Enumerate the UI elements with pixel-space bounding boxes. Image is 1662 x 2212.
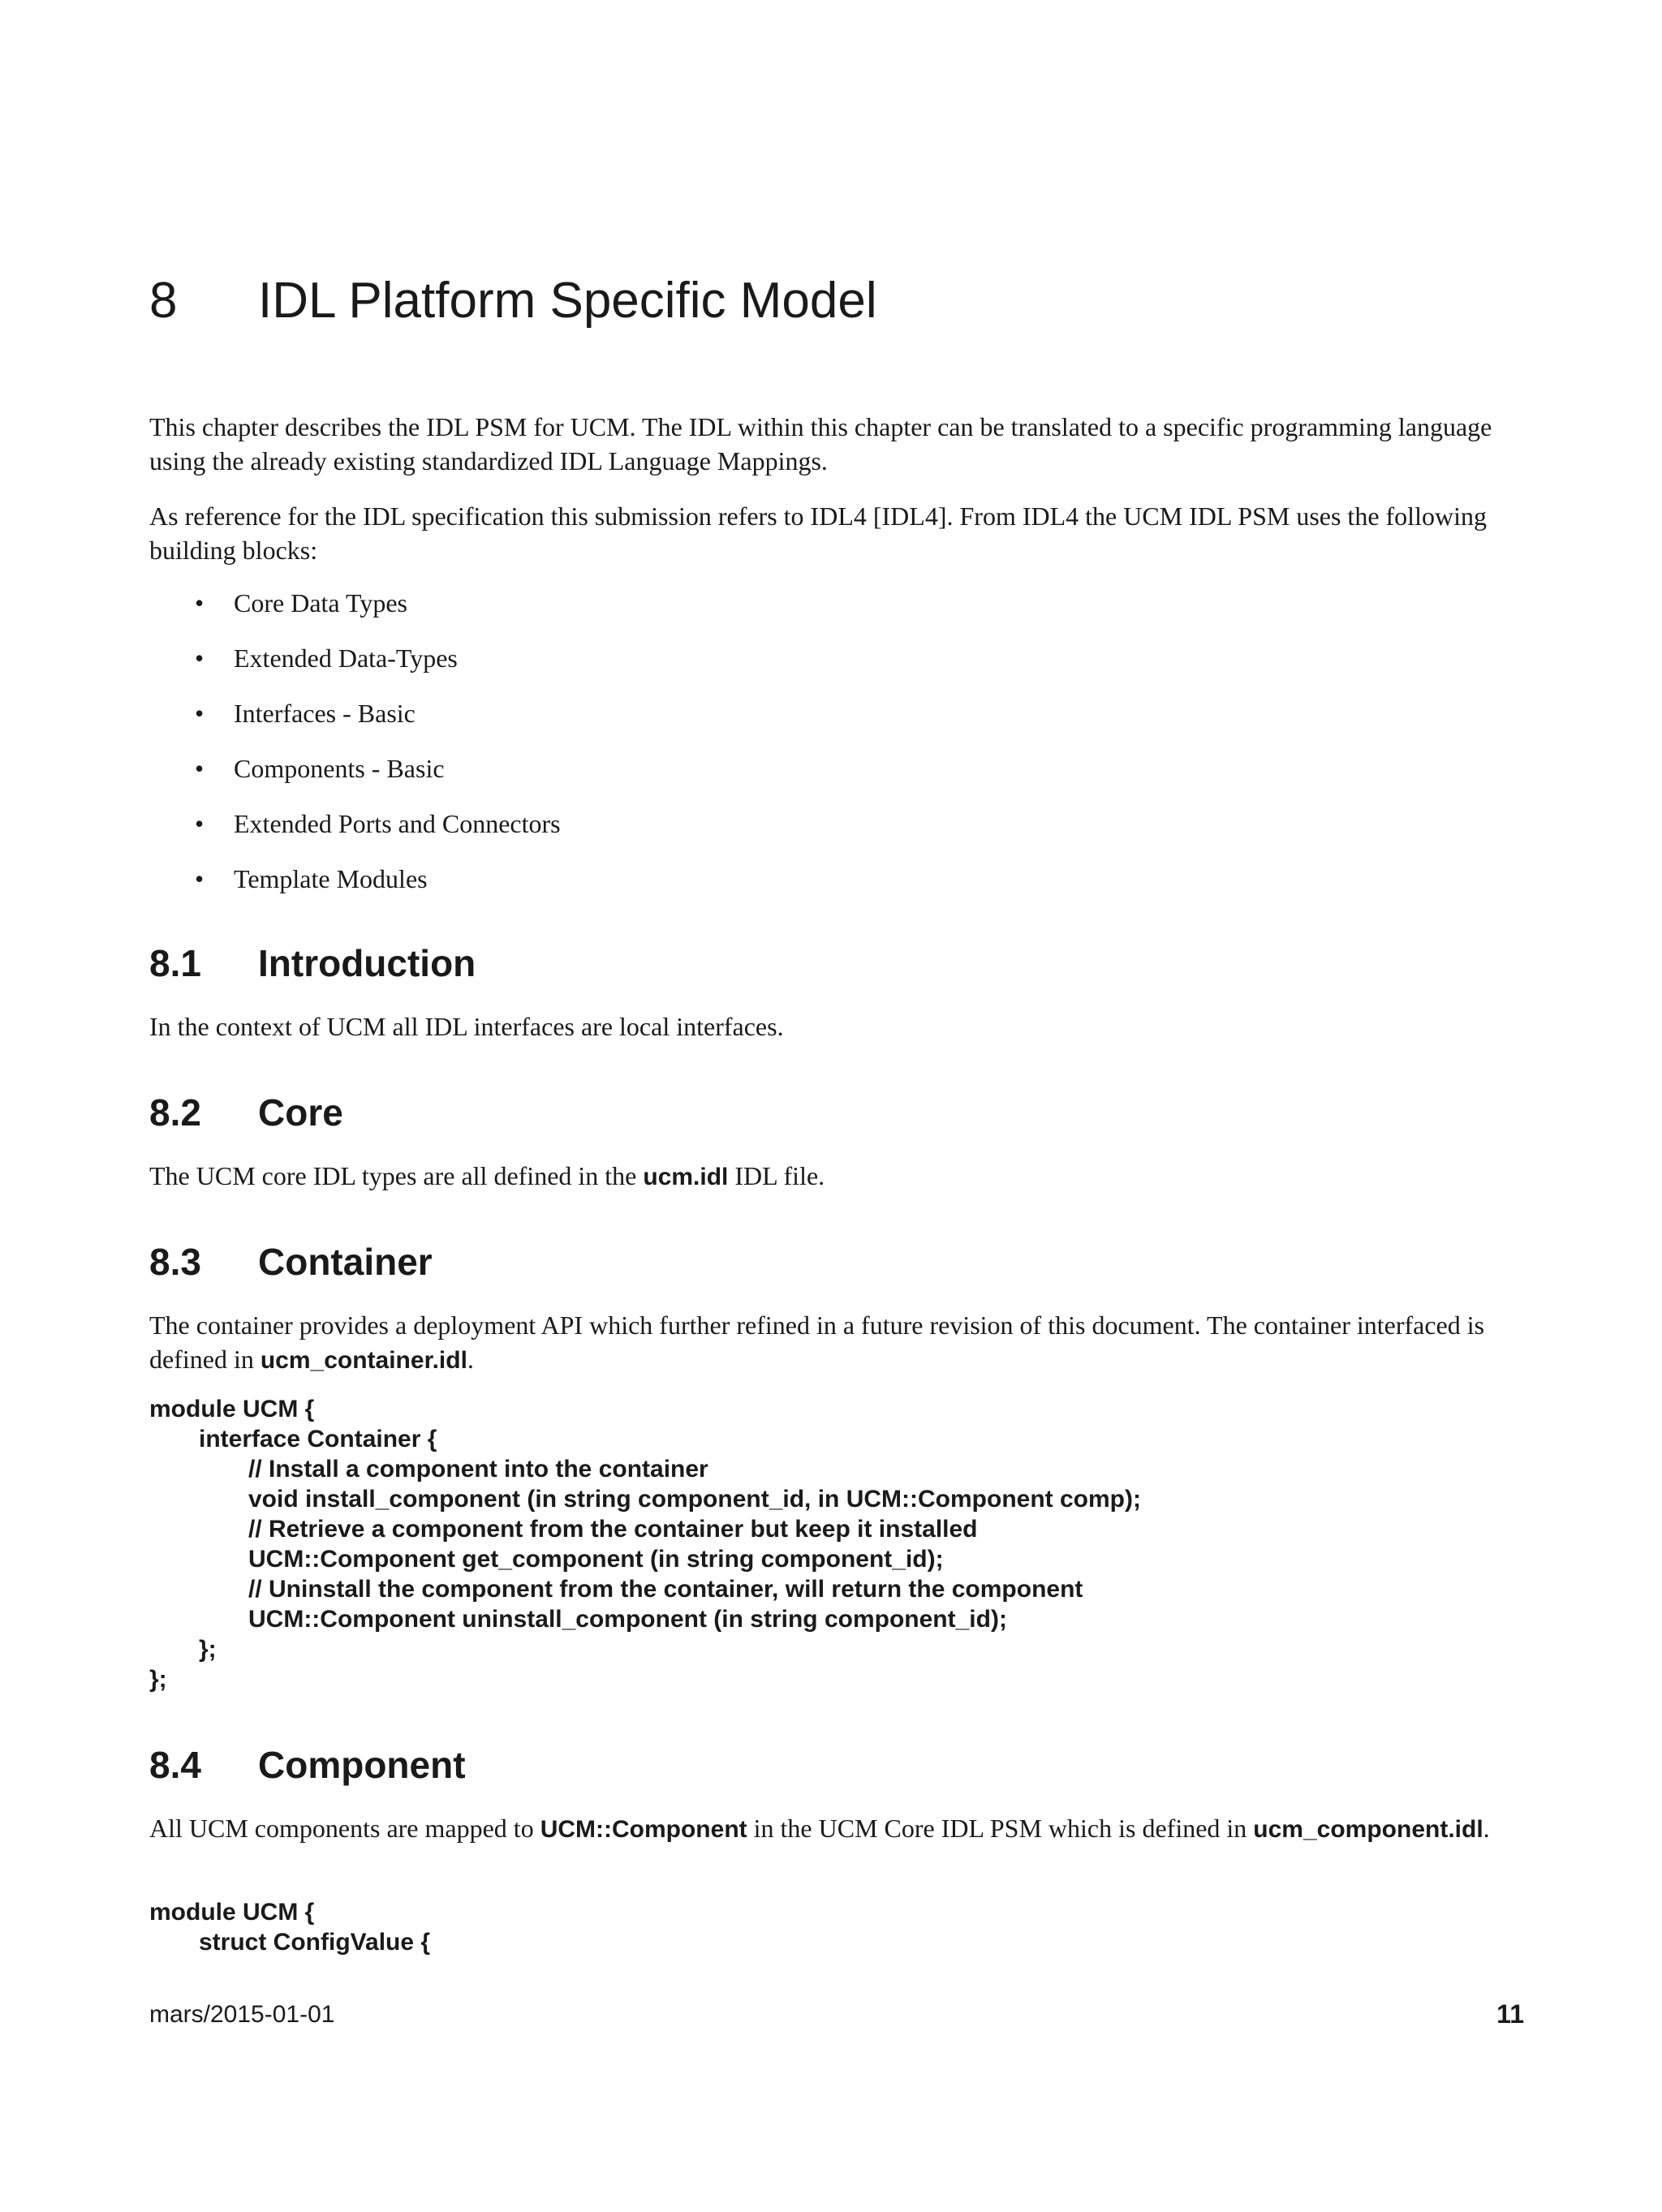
list-item: • Components - Basic	[195, 754, 445, 783]
code-line: UCM::Component get_component (in string component_id);	[248, 1546, 944, 1573]
code-line: };	[149, 1666, 167, 1693]
list-item: • Extended Data-Types	[195, 643, 458, 673]
code-line: module UCM {	[149, 1396, 315, 1422]
container-paragraph: The container provides a deployment API which further refined in a future revision of this document. The container interfaced is defined in ucm_container.idl.	[149, 1310, 1485, 1374]
component-idl-code	[149, 1897, 430, 1957]
file-name: ucm_container.idl	[260, 1347, 467, 1374]
core-paragraph: The UCM core IDL types are all defined in the ucm.idl IDL file.	[149, 1161, 825, 1190]
code-line: module UCM {	[149, 1899, 315, 1926]
file-name: ucm.idl	[643, 1164, 729, 1190]
code-line: // Install a component into the container	[248, 1456, 708, 1483]
list-item: • Template Modules	[195, 864, 428, 893]
section-heading-core: 8.2 Core	[149, 1091, 343, 1134]
code-line: };	[199, 1636, 217, 1663]
code-line: void install_component (in string component_id, in UCM::Component comp);	[248, 1486, 1141, 1513]
section-heading-container: 8.3 Container	[149, 1241, 433, 1283]
code-line: // Uninstall the component from the container, will return the component	[248, 1576, 1083, 1603]
list-item: • Extended Ports and Connectors	[195, 809, 561, 838]
file-name: ucm_component.idl	[1253, 1816, 1483, 1843]
code-line: UCM::Component uninstall_component (in string component_id);	[248, 1606, 1007, 1633]
chapter-title: IDL Platform Specific Model	[258, 273, 877, 329]
building-blocks-list	[195, 586, 561, 917]
section-heading-component: 8.4 Component	[149, 1744, 466, 1786]
introduction-paragraph: In the context of UCM all IDL interfaces are local interfaces.	[149, 1012, 784, 1041]
chapter-number: 8	[149, 273, 178, 329]
code-line: // Retrieve a component from the container but keep it installed	[248, 1516, 978, 1543]
chapter-intro-paragraph-1: This chapter describes the IDL PSM for UCM. The IDL within this chapter can be translated to a specific programming language using the already existing standardized IDL Language Mappings.	[149, 412, 1492, 476]
chapter-intro-paragraph-2: As reference for the IDL specification this submission refers to IDL4 [IDL4]. From IDL4 the UCM IDL PSM uses the following building blocks:	[149, 501, 1487, 565]
footer-doc-id: mars/2015-01-01	[149, 2001, 335, 2028]
component-paragraph: All UCM components are mapped to UCM::Component in the UCM Core IDL PSM which is defined in ucm_component.idl.	[149, 1814, 1490, 1843]
code-line: struct ConfigValue {	[199, 1929, 431, 1956]
container-idl-code	[149, 1394, 1141, 1694]
section-heading-introduction: 8.1 Introduction	[149, 942, 476, 984]
footer-page-number: 11	[1496, 1999, 1524, 2029]
list-item: • Core Data Types	[195, 588, 407, 618]
code-line: interface Container {	[199, 1426, 437, 1452]
list-item: • Interfaces - Basic	[195, 699, 416, 728]
chapter-heading	[149, 273, 877, 329]
type-name: UCM::Component	[540, 1816, 747, 1843]
